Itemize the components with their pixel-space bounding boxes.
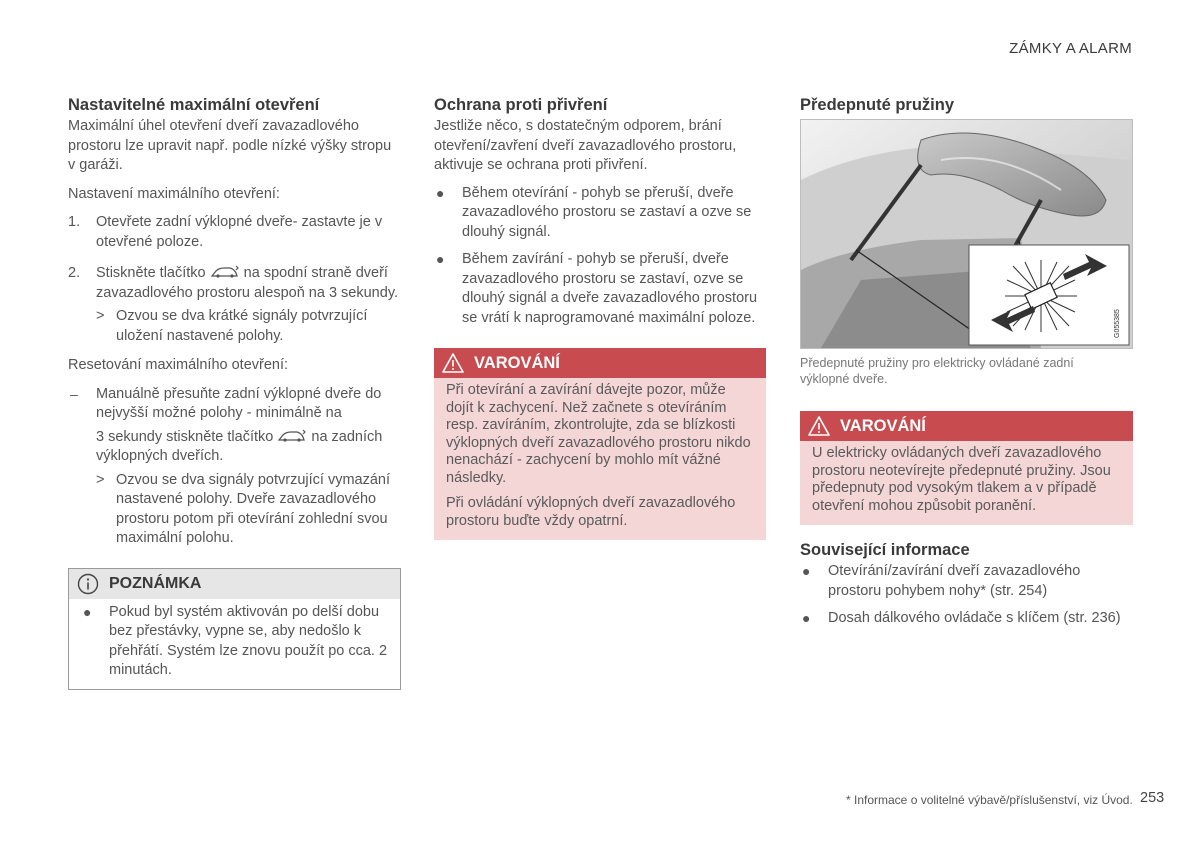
note-box — [68, 568, 401, 690]
warning-box — [434, 348, 766, 540]
result-arrow: > — [96, 308, 105, 324]
result-text: Ozvou se dva krátké signály potvrzující uložení nastavené polohy. — [116, 308, 368, 344]
note-text: Pokud byl systém aktivován po delší dobu bez přestávky, vypne se, aby nedošlo k přehřátí. Systém lze znovu použít po cca. 2 minutách. — [109, 603, 388, 678]
step-text-after: na spodní straně dveří zavazadlového prostoru alespoň na 3 sekundy. — [96, 265, 399, 301]
setting-label: Nastavení maximálního otevření: — [68, 185, 280, 202]
anti-pinch-bullets — [434, 184, 766, 329]
bullet-opening — [434, 184, 766, 243]
step-text: Otevřete zadní výklopné dveře- zastavte je v otevřené poloze. — [96, 214, 383, 250]
tailgate-button-icon — [210, 265, 240, 279]
reset-text-1: Manuálně přesuňte zadní výklopné dveře do nejvyšší možné polohy - minimálně na — [96, 385, 382, 421]
step-2-result — [68, 307, 401, 346]
step-2 — [68, 264, 401, 303]
related-link-foot-movement[interactable] — [800, 562, 1133, 601]
warning-text: Při otevírání a zavírání dávejte pozor, může dojít k zachycení. Než začnete s otevíráním resp. zavíráním, zkontrolujte, zda se blízkosti výklopných dveří zavazadlového prostoru nikdo nenachází - zachycení by mohlo mít vážné následky. — [446, 382, 751, 486]
figure-caption: Předepnuté pružiny pro elektricky ovládané zadní výklopné dveře. — [800, 356, 1074, 386]
result-arrow: > — [96, 471, 105, 488]
warning-header — [800, 411, 1133, 441]
heading-related-info: Související informace — [800, 541, 970, 559]
figure-code: G055385 — [1114, 309, 1121, 338]
step-1 — [68, 213, 401, 252]
heading-adjustable-opening: Nastavitelné maximální otevření — [68, 96, 320, 114]
step-number: 2. — [68, 265, 81, 281]
warning-text: Při ovládání výklopných dveří zavazadlového prostoru buďte vždy opatrní. — [446, 495, 736, 529]
intro-paragraph: Jestliže něco, s dostatečným odporem, brání otevření/zavření dveří zavazadlového prostoru, aktivuje se ochrana proti přivření. — [434, 118, 737, 173]
heading-anti-pinch: Ochrana proti přivření — [434, 96, 608, 114]
related-link-text[interactable]: Dosah dálkového ovládače s klíčem (str. 236) — [828, 610, 1121, 626]
bullet-text: Během zavírání - pohyb se přeruší, dveře zavazadlového prostoru se zastaví, ozve se dlouhý signál a dveře zavazadlového prostoru se vrátí k naprogramované maximální poloze. — [462, 251, 758, 326]
warning-box — [800, 411, 1133, 525]
related-link-remote-range[interactable] — [800, 609, 1133, 629]
reset-step — [68, 385, 401, 467]
note-bullet — [81, 603, 388, 681]
related-link-text[interactable]: Otevírání/zavírání dveří zavazadlového prostoru pohybem nohy* (str. 254) — [828, 563, 1081, 599]
warning-title: VAROVÁNÍ — [474, 353, 560, 372]
column-pretensioned-springs — [800, 96, 1133, 629]
reset-result — [68, 471, 401, 549]
note-body — [69, 599, 400, 689]
bullet-dot: ● — [436, 251, 445, 267]
column-adjustable-opening — [68, 96, 401, 690]
note-title: POZNÁMKA — [109, 574, 202, 592]
reset-text-2-before: 3 sekundy stiskněte tlačítko — [96, 428, 274, 445]
note-bullets — [81, 603, 388, 681]
bullet-dot: ● — [802, 610, 811, 626]
reset-steps — [68, 385, 401, 467]
warning-title: VAROVÁNÍ — [840, 416, 926, 435]
warning-header — [434, 348, 766, 378]
setting-steps — [68, 213, 401, 303]
heading-springs: Předepnuté pružiny — [800, 96, 955, 114]
related-links — [800, 562, 1133, 629]
info-icon — [77, 573, 99, 595]
intro-paragraph: Maximální úhel otevření dveří zavazadlového prostoru lze upravit např. podle nízké výšky stropu v garáži. — [68, 118, 392, 173]
warning-body — [800, 441, 1133, 525]
page-number: 253 — [1140, 790, 1165, 806]
reset-text-2-after: na zadních výklopných dveřích. — [96, 428, 383, 464]
reset-label: Resetování maximálního otevření: — [68, 357, 289, 373]
bullet-text: Během otevírání - pohyb se přeruší, dveře zavazadlového prostoru se zastaví a ozve se dlouhý signál. — [462, 184, 752, 240]
warning-text: U elektricky ovládaných dveří zavazadlového prostoru neotevírejte předepnuté pružiny. Jsou předepnuty pod vysokým tlakem a v případě otevření mohou způsobit poranění. — [812, 445, 1111, 514]
warning-triangle-icon — [442, 352, 464, 374]
result-text: Ozvou se dva signály potvrzující vymazání nastavené polohy. Dveře zavazadlového prostoru potom při otevírání zohlední svou maximální polohu. — [116, 471, 391, 546]
warning-body — [434, 378, 766, 540]
section-title: ZÁMKY A ALARM — [1009, 40, 1132, 57]
column-anti-pinch — [434, 96, 766, 540]
warning-triangle-icon — [808, 415, 830, 437]
springs-illustration — [800, 119, 1133, 349]
bullet-dot: ● — [436, 184, 445, 201]
tailgate-button-icon — [277, 429, 307, 443]
bullet-dot: ● — [83, 603, 92, 620]
footnote: * Informace o volitelné výbavě/příslušenství, viz Úvod. — [846, 793, 1133, 807]
step-number: 1. — [68, 214, 81, 230]
dash-marker: – — [70, 385, 78, 402]
step-text-before: Stiskněte tlačítko — [96, 265, 206, 281]
note-header — [69, 569, 400, 599]
bullet-dot: ● — [802, 563, 811, 579]
bullet-closing — [434, 250, 766, 328]
